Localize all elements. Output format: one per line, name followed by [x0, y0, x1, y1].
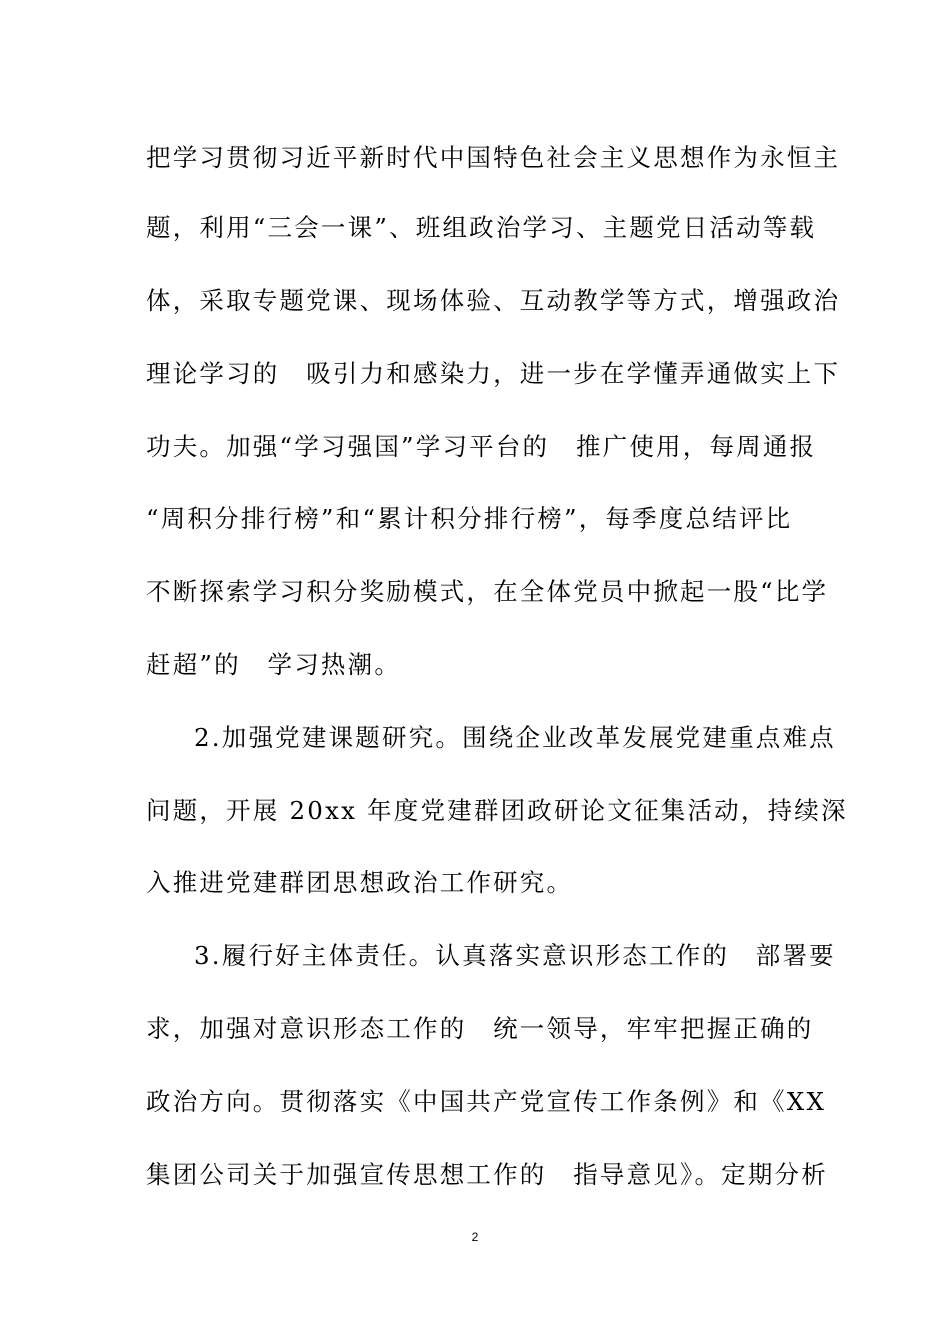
- paragraph-2-first-line: 2.加强党建课题研究。围绕企业改革发展党建重点难点: [194, 723, 836, 752]
- paragraph-3-first-line: 3.履行好主体责任。认真落实意识形态工作的 部署要: [194, 941, 836, 970]
- text-line: 题，利用“三会一课”、班组政治学习、主题党日活动等载: [146, 213, 817, 242]
- text-line: 功夫。加强“学习强国”学习平台的 推广使用，每周通报: [146, 432, 817, 461]
- text-line: 理论学习的 吸引力和感染力，进一步在学懂弄通做实上下: [146, 359, 841, 388]
- text-line: 政治方向。贯彻落实《中国共产党宣传工作条例》和《XX: [146, 1087, 827, 1116]
- page-number: 2: [471, 1230, 479, 1244]
- text-line: 集团公司关于加强宣传思想工作的 指导意见》。定期分析: [146, 1160, 828, 1189]
- text-line: 入推进党建群团思想政治工作研究。: [146, 868, 574, 897]
- text-line: 把学习贯彻习近平新时代中国特色社会主义思想作为永恒主: [146, 143, 841, 172]
- text-line: 求，加强对意识形态工作的 统一领导，牢牢把握正确的: [146, 1014, 814, 1043]
- text-line: 问题，开展 20xx 年度党建群团政研论文征集活动，持续深: [146, 796, 848, 825]
- text-line: 不断探索学习积分奖励模式，在全体党员中掀起一股“比学: [146, 577, 829, 606]
- text-line: “周积分排行榜”和“累计积分排行榜”，每季度总结评比: [146, 504, 793, 533]
- text-line: 赶超”的 学习热潮。: [146, 650, 402, 679]
- text-line: 体，采取专题党课、现场体验、互动教学等方式，增强政治: [146, 286, 841, 315]
